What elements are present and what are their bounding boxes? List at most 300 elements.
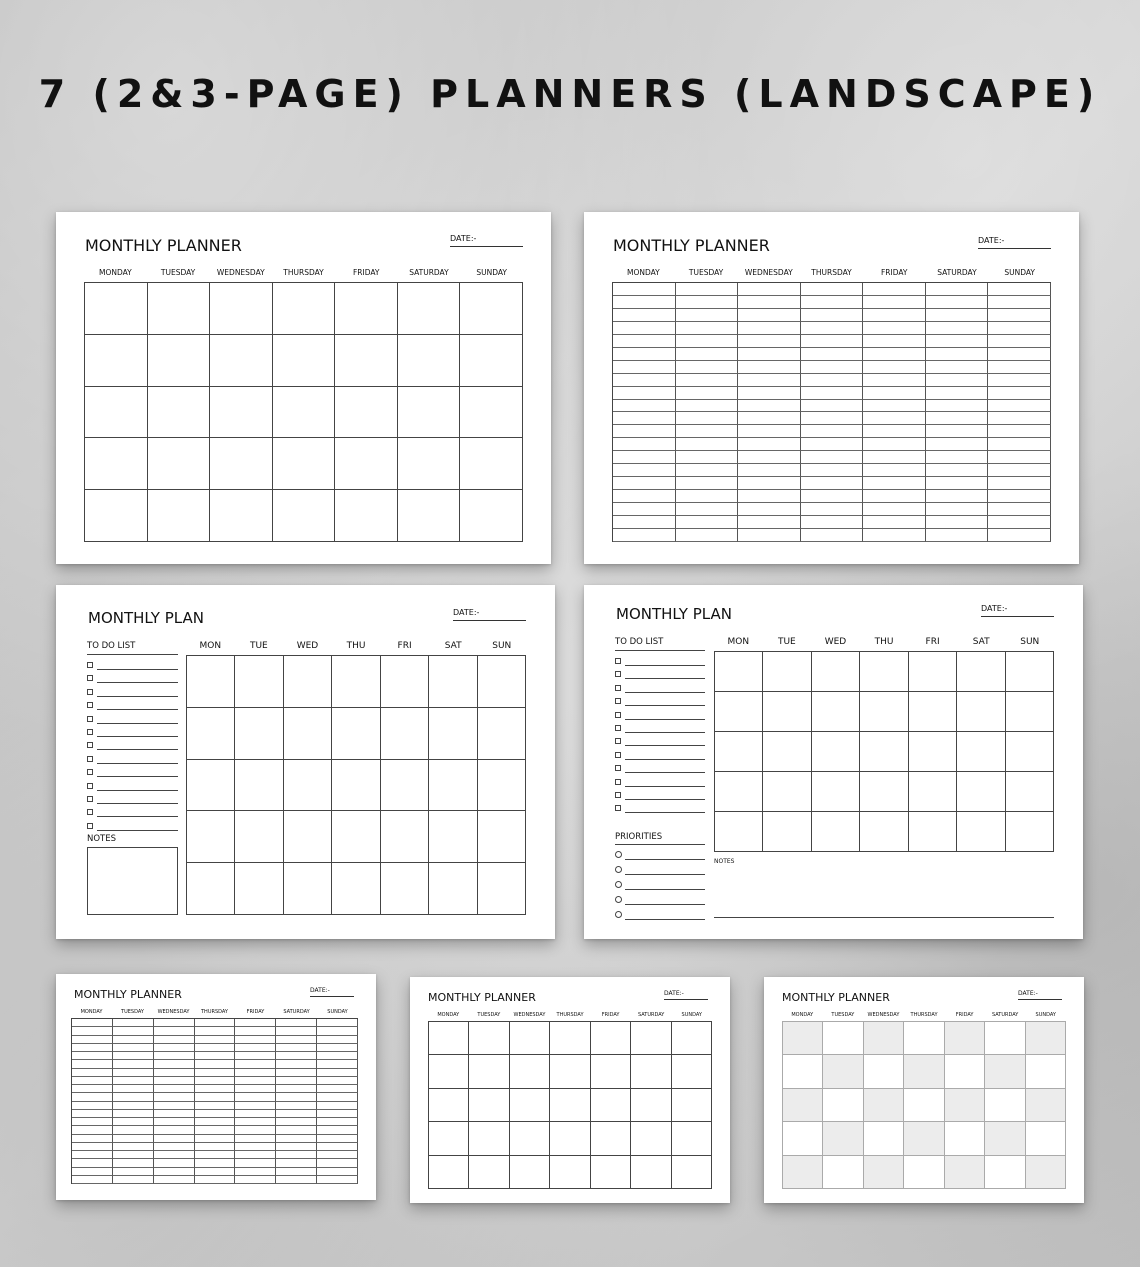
grid-cell [113,1159,154,1167]
grid-cell [85,387,148,439]
grid-cell [672,1055,712,1088]
grid-cell [823,1156,863,1189]
grid-cell [926,516,989,529]
grid-cell [113,1126,154,1134]
item-rule [625,705,705,706]
item-rule [97,776,178,777]
grid-cell [154,1093,195,1101]
grid-cell [381,760,429,812]
grid-cell [613,529,676,542]
grid-cell [195,1102,236,1110]
grid-cell [904,1089,944,1122]
checkbox-icon [615,752,621,758]
day-label: THURSDAY [201,1009,228,1015]
grid-cell [926,503,989,516]
grid-cell [988,387,1051,400]
grid-cell [429,760,477,812]
date-line [310,996,354,997]
grid-cell [113,1176,154,1184]
day-label: TUESDAY [477,1012,501,1018]
circle-icon [615,866,622,873]
grid-cell [195,1176,236,1184]
item-rule [97,790,178,791]
grid-cell [613,451,676,464]
grid-cell [276,1019,317,1027]
grid-cell [429,1122,469,1155]
plan-sheet-1 [56,585,555,939]
grid-cell [738,283,801,296]
grid-cell [154,1069,195,1077]
grid-cell [195,1027,236,1035]
item-rule [97,682,178,683]
grid-cell [812,812,860,852]
checkbox-icon [615,658,621,664]
grid-cell [276,1036,317,1044]
grid-cell [863,412,926,425]
grid-cell [945,1089,985,1122]
grid-cell [904,1022,944,1055]
todo-header-rule [615,650,705,651]
weekday-header [84,268,523,277]
grid-cell [154,1019,195,1027]
planner-sheet-1 [56,212,551,564]
grid-cell [317,1052,358,1060]
calendar-grid [84,282,523,542]
date-line [1018,999,1062,1000]
grid-cell [276,1077,317,1085]
item-rule [625,874,705,875]
grid-cell [195,1085,236,1093]
grid-cell [988,412,1051,425]
grid-cell [317,1126,358,1134]
grid-cell [187,760,235,812]
checkbox-icon [87,662,93,668]
grid-cell [988,425,1051,438]
grid-cell [738,490,801,503]
grid-cell [276,1110,317,1118]
grid-cell [72,1110,113,1118]
grid-cell [945,1022,985,1055]
grid-cell [763,652,811,692]
grid-cell [187,863,235,915]
weekday-header [71,1009,358,1015]
grid-cell [550,1055,590,1088]
grid-cell [926,335,989,348]
grid-cell [284,811,332,863]
grid-cell [148,283,211,335]
grid-cell [381,656,429,708]
grid-cell [909,652,957,692]
date-line [981,616,1054,617]
grid-cell [72,1027,113,1035]
day-label: THURSDAY [283,268,324,277]
grid-cell [904,1055,944,1088]
grid-cell [631,1122,671,1155]
grid-cell [317,1044,358,1052]
grid-cell [988,490,1051,503]
grid-cell [317,1027,358,1035]
grid-cell [613,477,676,490]
grid-cell [783,1022,823,1055]
grid-cell [860,732,908,772]
grid-cell [154,1102,195,1110]
grid-cell [863,400,926,413]
grid-cell [988,477,1051,490]
grid-cell [863,425,926,438]
grid-cell [676,387,739,400]
grid-cell [988,322,1051,335]
grid-cell [863,322,926,335]
item-rule [625,786,705,787]
grid-cell [113,1052,154,1060]
grid-cell [195,1118,236,1126]
grid-cell [738,322,801,335]
grid-cell [801,438,864,451]
grid-cell [926,477,989,490]
date-label: DATE:- [981,604,1008,613]
grid-cell [478,811,526,863]
grid-cell [957,732,1005,772]
grid-cell [154,1060,195,1068]
day-label: WEDNESDAY [867,1012,900,1018]
grid-cell [72,1102,113,1110]
grid-cell [738,425,801,438]
checkbox-icon [87,742,93,748]
grid-cell [276,1118,317,1126]
grid-cell [235,1159,276,1167]
grid-cell [801,425,864,438]
grid-cell [195,1135,236,1143]
grid-cell [72,1135,113,1143]
item-rule [625,678,705,679]
grid-cell [469,1055,509,1088]
grid-cell [276,1126,317,1134]
grid-cell [195,1069,236,1077]
grid-cell [715,732,763,772]
date-field [450,234,523,248]
todo-item [87,674,178,684]
grid-cell [926,387,989,400]
planner-sheet-4 [410,977,730,1203]
grid-cell [72,1118,113,1126]
grid-cell [738,451,801,464]
grid-cell [510,1156,550,1189]
grid-cell [195,1036,236,1044]
grid-cell [988,400,1051,413]
day-label: MONDAY [98,268,132,277]
grid-cell [276,1052,317,1060]
todo-item [87,822,178,832]
item-rule [625,772,705,773]
grid-cell [273,335,336,387]
grid-cell [863,516,926,529]
grid-cell [148,490,211,542]
grid-cell [195,1143,236,1151]
grid-cell [613,296,676,309]
day-label: FRIDAY [352,268,380,277]
grid-cell [381,708,429,760]
grid-cell [945,1055,985,1088]
date-label: DATE:- [978,236,1005,245]
grid-cell [613,309,676,322]
planner-title: MONTHLY PLANNER [74,988,182,1001]
grid-cell [801,387,864,400]
planner-title: MONTHLY PLANNER [613,236,770,255]
grid-cell [738,387,801,400]
grid-cell [863,309,926,322]
grid-cell [715,812,763,852]
circle-icon [615,911,622,918]
item-rule [625,745,705,746]
grid-cell [926,529,989,542]
grid-cell [210,335,273,387]
grid-cell [676,335,739,348]
grid-cell [113,1044,154,1052]
day-label: FRI [925,637,940,647]
grid-cell [863,503,926,516]
planner-sheet-2 [584,212,1079,564]
grid-cell [988,503,1051,516]
grid-cell [317,1093,358,1101]
grid-cell [235,1176,276,1184]
day-label: TUE [777,637,796,647]
grid-cell [398,438,461,490]
grid-cell [909,692,957,732]
grid-cell [332,656,380,708]
grid-cell [783,1055,823,1088]
checkbox-icon [615,685,621,691]
grid-cell [113,1118,154,1126]
grid-cell [863,374,926,387]
grid-cell [317,1143,358,1151]
grid-cell [763,812,811,852]
todo-item [87,661,178,671]
grid-cell [904,1122,944,1155]
grid-cell [926,309,989,322]
grid-cell [801,361,864,374]
day-label: MON [727,637,750,647]
item-rule [97,763,178,764]
grid-cell [195,1110,236,1118]
checkbox-icon [87,783,93,789]
item-rule [625,692,705,693]
grid-cell [672,1156,712,1189]
grid-cell [284,863,332,915]
grid-cell [676,490,739,503]
grid-cell [1006,812,1054,852]
grid-cell [195,1159,236,1167]
item-rule [97,736,178,737]
item-rule [97,669,178,670]
date-label: DATE:- [453,608,480,617]
item-rule [97,723,178,724]
grid-cell [187,656,235,708]
grid-cell [631,1156,671,1189]
date-label: DATE:- [310,987,330,994]
grid-cell [613,516,676,529]
grid-cell [1006,692,1054,732]
grid-cell [113,1069,154,1077]
lined-grid [71,1018,358,1184]
grid-cell [332,760,380,812]
grid-cell [72,1052,113,1060]
grid-cell [1026,1122,1066,1155]
day-label: SAT [444,641,462,651]
todo-item [87,688,178,698]
day-label: THURSDAY [811,268,852,277]
grid-cell [235,1093,276,1101]
grid-cell [317,1168,358,1176]
grid-cell [985,1055,1025,1088]
grid-cell [926,438,989,451]
day-label: WED [824,637,847,647]
grid-cell [1026,1089,1066,1122]
grid-cell [210,490,273,542]
grid-cell [113,1102,154,1110]
grid-cell [335,438,398,490]
grid-cell [738,400,801,413]
todo-item [615,751,705,761]
grid-cell [113,1168,154,1176]
grid-cell [591,1122,631,1155]
item-rule [625,719,705,720]
day-label: TUESDAY [688,268,724,277]
grid-cell [235,1126,276,1134]
day-label: MON [199,641,222,651]
grid-cell [985,1089,1025,1122]
grid-cell [332,863,380,915]
grid-cell [273,387,336,439]
grid-cell [613,283,676,296]
date-field [664,990,708,1000]
grid-cell [926,374,989,387]
grid-cell [510,1089,550,1122]
grid-cell [988,374,1051,387]
day-label: WEDNESDAY [744,268,793,277]
todo-item [615,737,705,747]
grid-cell [1026,1156,1066,1189]
checkbox-icon [87,823,93,829]
planner-title: MONTHLY PLANNER [782,991,890,1004]
grid-cell [113,1151,154,1159]
date-field [310,987,354,997]
checkbox-icon [615,725,621,731]
grid-cell [676,361,739,374]
grid-cell [676,309,739,322]
grid-cell [864,1122,904,1155]
grid-cell [113,1135,154,1143]
weekday-header [782,1012,1066,1018]
grid-cell [381,863,429,915]
grid-cell [113,1036,154,1044]
grid-cell [429,1022,469,1055]
day-label: FRI [397,641,412,651]
todo-item [87,715,178,725]
grid-cell [429,863,477,915]
grid-cell [460,387,523,439]
grid-cell [550,1089,590,1122]
grid-cell [863,387,926,400]
weekday-header [612,268,1051,277]
grid-cell [154,1118,195,1126]
grid-cell [860,652,908,692]
grid-cell [715,772,763,812]
priority-item [615,866,705,876]
grid-cell [926,451,989,464]
notes-label: NOTES [87,834,117,844]
todo-item [615,670,705,680]
grid-cell [957,692,1005,732]
todo-header-rule [87,654,178,655]
grid-cell [613,335,676,348]
grid-cell [904,1156,944,1189]
grid-cell [613,412,676,425]
grid-cell [957,812,1005,852]
grid-cell [317,1118,358,1126]
planner-sheet-5 [764,977,1084,1203]
day-label: THU [874,637,894,647]
grid-cell [613,438,676,451]
grid-cell [738,374,801,387]
grid-cell [1006,772,1054,812]
todo-item [87,808,178,818]
grid-cell [398,283,461,335]
grid-cell [957,652,1005,692]
grid-cell [801,374,864,387]
grid-cell [926,464,989,477]
day-label: FRIDAY [880,268,908,277]
day-label: TUE [249,641,268,651]
grid-cell [1006,652,1054,692]
date-line [453,620,526,621]
grid-cell [783,1156,823,1189]
date-field [978,236,1051,250]
shaded-calendar-grid [782,1021,1066,1189]
day-label: SUNDAY [1035,1012,1056,1018]
todo-item [87,728,178,738]
grid-cell [195,1093,236,1101]
grid-cell [317,1102,358,1110]
grid-cell [317,1135,358,1143]
grid-cell [864,1022,904,1055]
grid-cell [510,1055,550,1088]
grid-cell [550,1122,590,1155]
grid-cell [715,652,763,692]
weekday-header [714,637,1054,647]
grid-cell [317,1110,358,1118]
grid-cell [72,1126,113,1134]
date-label: DATE:- [450,234,477,243]
checkbox-icon [615,712,621,718]
grid-cell [985,1022,1025,1055]
day-label: FRIDAY [246,1009,265,1015]
grid-cell [988,361,1051,374]
grid-cell [332,811,380,863]
grid-cell [187,708,235,760]
grid-cell [926,348,989,361]
item-rule [625,799,705,800]
grid-cell [195,1052,236,1060]
grid-cell [812,692,860,732]
grid-cell [72,1143,113,1151]
grid-cell [235,1077,276,1085]
grid-cell [469,1122,509,1155]
grid-cell [763,772,811,812]
grid-cell [863,348,926,361]
grid-cell [276,1044,317,1052]
grid-cell [276,1143,317,1151]
item-rule [625,812,705,813]
